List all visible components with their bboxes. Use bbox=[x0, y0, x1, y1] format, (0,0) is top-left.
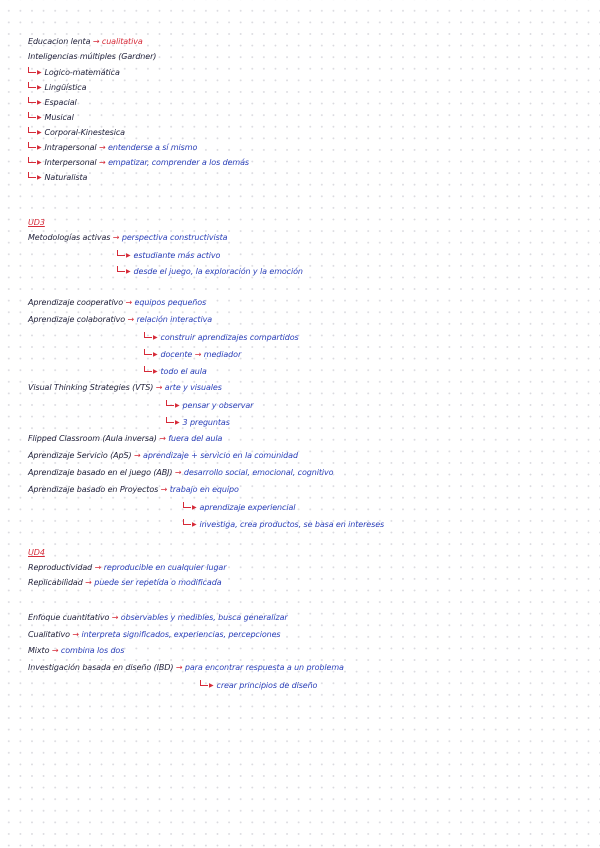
note-line bbox=[28, 157, 249, 168]
definition: 3 preguntas bbox=[182, 418, 230, 427]
section-heading-ud4: UD4 bbox=[28, 548, 45, 557]
hook-arrow-icon bbox=[144, 349, 152, 355]
sub-item: Musical bbox=[44, 113, 74, 122]
definition: trabajo en equipo bbox=[169, 485, 239, 494]
arrow-head-icon: ▶ bbox=[126, 268, 131, 275]
term: Investigación basada en diseño (IBD) bbox=[28, 663, 174, 672]
term: Aprendizaje cooperativo bbox=[28, 298, 123, 307]
term: Visual Thinking Strategies (VTS) bbox=[28, 383, 154, 392]
definition: desarrollo social, emocional, cognitivo bbox=[183, 468, 334, 477]
hook-arrow-icon bbox=[200, 680, 208, 686]
term: Aprendizaje basado en Proyectos bbox=[28, 485, 159, 494]
hook-arrow-icon bbox=[166, 417, 174, 423]
note-line bbox=[28, 630, 281, 640]
section-heading-ud3: UD3 bbox=[28, 218, 45, 227]
note-line bbox=[28, 142, 197, 153]
definition: todo el aula bbox=[160, 367, 207, 376]
hook-arrow-icon bbox=[28, 112, 36, 118]
term: Enfoque cuantitativo bbox=[28, 613, 110, 622]
arrow-icon: → bbox=[51, 646, 59, 655]
hook-arrow-icon bbox=[166, 400, 174, 406]
note-line bbox=[28, 315, 212, 325]
definition: combina los dos bbox=[60, 646, 125, 655]
note-line bbox=[28, 172, 87, 183]
definition: pensar y observar bbox=[182, 401, 254, 410]
term: Mixto bbox=[28, 646, 50, 655]
note-line bbox=[28, 485, 239, 495]
arrow-icon: → bbox=[133, 451, 141, 460]
note-line bbox=[28, 37, 143, 47]
arrow-icon: → bbox=[125, 298, 133, 307]
term: Replicabilidad bbox=[28, 578, 83, 587]
arrow-head-icon: ▶ bbox=[153, 334, 158, 341]
hook-arrow-icon bbox=[28, 142, 36, 148]
hook-arrow-icon bbox=[144, 366, 152, 372]
hook-arrow-icon bbox=[28, 67, 36, 73]
sub-item: Espacial bbox=[44, 98, 77, 107]
hook-arrow-icon bbox=[28, 82, 36, 88]
arrow-icon: → bbox=[72, 630, 79, 639]
hook-arrow-icon bbox=[28, 157, 36, 163]
note-line bbox=[28, 613, 288, 623]
term: Metodologías activas bbox=[28, 233, 111, 242]
definition: para encontrar respuesta a un problema bbox=[184, 663, 344, 672]
definition: relación interactiva bbox=[136, 315, 213, 324]
sub-item: Interpersonal bbox=[44, 158, 97, 167]
definition: observables y medibles, busca generalizar bbox=[120, 613, 288, 622]
arrow-head-icon: ▶ bbox=[37, 84, 42, 91]
definition: mediador bbox=[203, 350, 242, 359]
arrow-head-icon: ▶ bbox=[37, 129, 42, 136]
arrow-icon: → bbox=[174, 468, 182, 477]
arrow-icon: → bbox=[94, 563, 102, 572]
arrow-icon: → bbox=[111, 613, 119, 622]
note-line bbox=[28, 82, 86, 93]
note-line bbox=[28, 97, 77, 108]
note-line bbox=[28, 468, 333, 478]
hook-arrow-icon bbox=[144, 332, 152, 338]
note-line bbox=[117, 250, 220, 261]
hook-arrow-icon bbox=[28, 127, 36, 133]
hook-arrow-icon bbox=[28, 172, 36, 178]
arrow-head-icon: ▶ bbox=[126, 252, 131, 259]
note-line bbox=[28, 451, 298, 461]
note-line bbox=[28, 127, 125, 138]
definition: arte y visuales bbox=[164, 383, 222, 392]
term: Inteligencias múltiples (Gardner) bbox=[28, 52, 157, 61]
hook-arrow-icon bbox=[183, 502, 191, 508]
note-line bbox=[28, 52, 156, 62]
note-line bbox=[28, 112, 74, 123]
note-line bbox=[28, 663, 344, 673]
sub-item: Naturalista bbox=[44, 173, 88, 182]
sub-item: Corporal-Kinestesica bbox=[44, 128, 125, 137]
note-line bbox=[144, 349, 241, 360]
note-line bbox=[28, 563, 226, 573]
definition: interpreta significados, experiencias, percepciones bbox=[81, 630, 281, 639]
arrow-head-icon: ▶ bbox=[37, 144, 42, 151]
note-line bbox=[28, 298, 206, 308]
definition: fuera del aula bbox=[168, 434, 223, 443]
definition: reproducible en cualquier lugar bbox=[103, 563, 227, 572]
definition: empatizar, comprender a los demás bbox=[108, 158, 249, 167]
term: Aprendizaje colaborativo bbox=[28, 315, 126, 324]
note-line bbox=[28, 383, 222, 393]
term: Aprendizaje basado en el juego (ABJ) bbox=[28, 468, 173, 477]
definition: crear principios de diseño bbox=[216, 681, 318, 690]
definition: investiga, crea productos, se basa en intereses bbox=[199, 520, 385, 529]
arrow-head-icon: ▶ bbox=[209, 682, 214, 689]
term: Cualitativo bbox=[28, 630, 70, 639]
arrow-head-icon: ▶ bbox=[192, 521, 197, 528]
note-line bbox=[28, 646, 124, 656]
arrow-head-icon: ▶ bbox=[153, 351, 158, 358]
arrow-icon: → bbox=[175, 663, 183, 672]
arrow-icon: → bbox=[92, 37, 100, 46]
hook-arrow-icon bbox=[28, 97, 36, 103]
definition: equipos pequeños bbox=[134, 298, 207, 307]
arrow-head-icon: ▶ bbox=[37, 159, 42, 166]
term: Flipped Classroom (Aula inversa) bbox=[28, 434, 157, 443]
note-line bbox=[166, 400, 253, 411]
arrow-icon: → bbox=[160, 485, 168, 494]
hook-arrow-icon bbox=[117, 250, 125, 256]
note-line bbox=[183, 502, 295, 513]
definition: perspectiva constructivista bbox=[121, 233, 228, 242]
note-line bbox=[144, 366, 207, 377]
note-line bbox=[144, 332, 299, 343]
definition: cualitativa bbox=[101, 37, 143, 46]
arrow-head-icon: ▶ bbox=[37, 99, 42, 106]
arrow-head-icon: ▶ bbox=[37, 174, 42, 181]
hook-arrow-icon bbox=[117, 266, 125, 272]
sub-item: Intrapersonal bbox=[44, 143, 97, 152]
definition: docente bbox=[160, 350, 193, 359]
definition: desde el juego, la exploración y la emoción bbox=[133, 267, 303, 276]
definition: estudiante más activo bbox=[133, 251, 221, 260]
arrow-icon: → bbox=[194, 350, 202, 359]
definition: entenderse a sí mismo bbox=[108, 143, 198, 152]
definition: aprendizaje experiencial bbox=[199, 503, 296, 512]
arrow-icon: → bbox=[159, 434, 166, 443]
arrow-head-icon: ▶ bbox=[153, 368, 158, 375]
arrow-head-icon: ▶ bbox=[175, 419, 180, 426]
note-line bbox=[183, 519, 384, 530]
definition: puede ser repetida o modificada bbox=[94, 578, 222, 587]
note-line bbox=[28, 578, 222, 588]
note-line bbox=[28, 233, 228, 243]
arrow-icon: → bbox=[85, 578, 92, 587]
note-line bbox=[117, 266, 303, 277]
arrow-head-icon: ▶ bbox=[192, 504, 197, 511]
note-line bbox=[166, 417, 230, 428]
definition: aprendizaje + servicio en la comunidad bbox=[143, 451, 298, 460]
hook-arrow-icon bbox=[183, 519, 191, 525]
term: Educacion lenta bbox=[28, 37, 91, 46]
sub-item: Lingüística bbox=[44, 83, 87, 92]
term: Aprendizaje Servicio (ApS) bbox=[28, 451, 132, 460]
arrow-icon: → bbox=[155, 383, 163, 392]
arrow-head-icon: ▶ bbox=[37, 69, 42, 76]
note-line bbox=[28, 67, 120, 78]
note-line bbox=[200, 680, 317, 691]
arrow-head-icon: ▶ bbox=[37, 114, 42, 121]
arrow-icon: → bbox=[99, 158, 106, 167]
arrow-icon: → bbox=[112, 233, 120, 242]
term: Reproductividad bbox=[28, 563, 93, 572]
arrow-head-icon: ▶ bbox=[175, 402, 180, 409]
note-line bbox=[28, 434, 222, 444]
arrow-icon: → bbox=[127, 315, 135, 324]
definition: construir aprendizajes compartidos bbox=[160, 333, 299, 342]
arrow-icon: → bbox=[98, 143, 106, 152]
sub-item: Logico-matemática bbox=[44, 68, 120, 77]
